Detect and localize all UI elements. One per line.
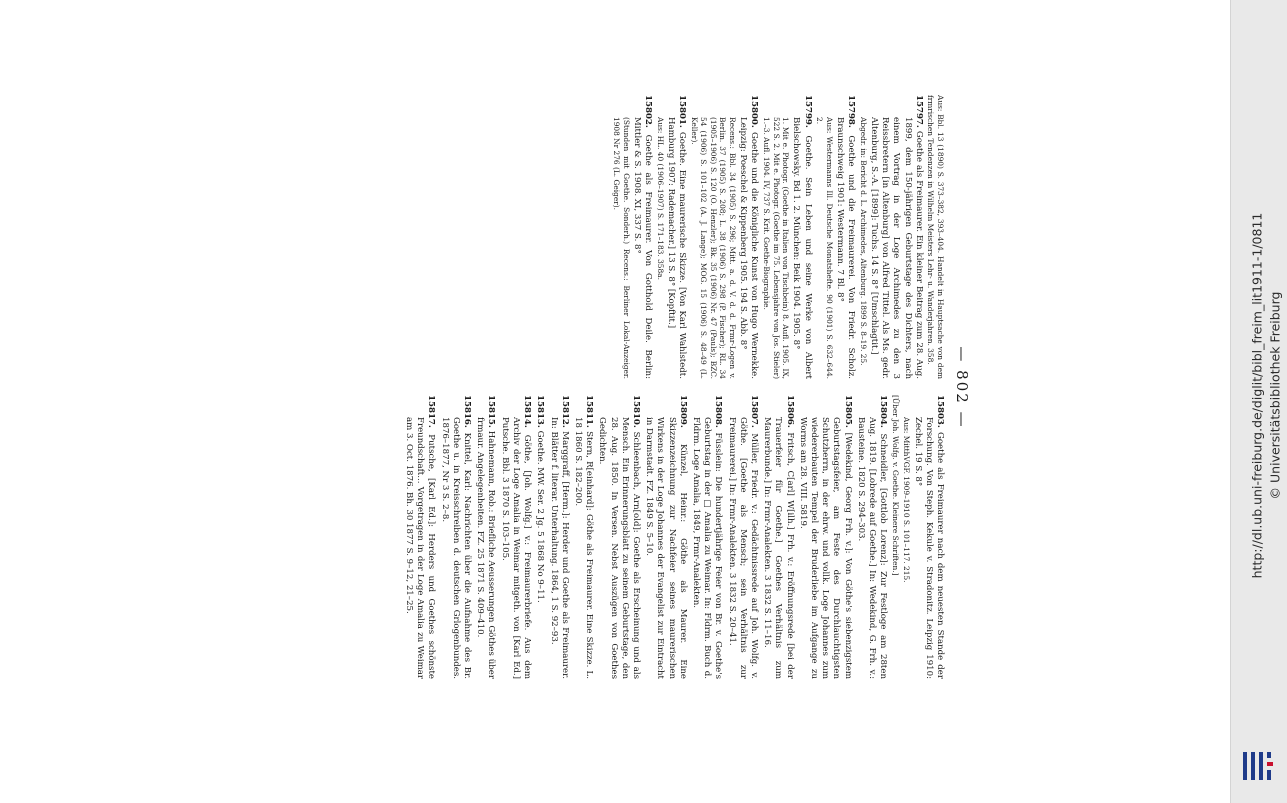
bibliography-entry [855, 395, 889, 679]
bibliography-entry [815, 95, 857, 379]
bibliography-entry [761, 395, 795, 679]
viewer-sidebar [1230, 0, 1287, 803]
bibliography-entry [572, 395, 594, 679]
bibliography-entry [499, 395, 533, 679]
entry-text: Goethe. Sein Leben und seine Werke von Albert Bielschowsky. Bd 1. 2. München: Beik 1904. 1905. 8° [791, 117, 813, 379]
entry-number: 15812. [559, 395, 570, 428]
entry-number: 15814. [522, 395, 533, 428]
entry-text: Stern, R[einhard]: Göthe als Freimaurer. Eine Skizze. L. 18 1860 S. 182–200. [572, 417, 595, 679]
bibliography-entry [534, 395, 545, 679]
entry-note: Recens.: Bbl. 34 (1905) S. 296; Mitt. a. d. V. d. d. Frmr-Logen v. Berlin. 37 (1905) S. 208; L. 38 (1906) S. 298 (P. Fischer); RL. 34 (1905–1906) S. 120 (O. Henzler); Bk. 35 (1906) Nr. 47 (Pauls); BZC. 54 (1906) S. 101–102 (A. J. Lange); MOG. 15 (1906) S. 48–49 (L. Keller). [689, 117, 738, 379]
entry-note: (Stunden mit Goethe. Sonderh.) Recens.: Berliner Lokal-Anzeiger. 1908 Nr 276 (L. Geiger). [612, 117, 631, 379]
entry-number: 15799. [802, 95, 813, 128]
bibliography-entry [902, 395, 945, 679]
entry-number: 15802. [643, 95, 654, 128]
entry-text: Göthe, [Joh. Wolfg.] v.: Freimaurerbriefe. Aus dem Archiv der Loge Amalia in Weimar mitgeth. von [Karl Ed.] Putsche. Bbl. 3 1870 S. 103–105. [499, 417, 533, 679]
bibliography-entry [725, 395, 759, 679]
entry-text: Marggraff, [Herm.]: Herder und Goethe als Freimaurer. In: Blätter f. literar. Unterhaltung. 1864, 1 S. 92–93. [548, 417, 570, 679]
entry-text: Hahnemann, Rob.: Briefliche Aeusserungen Göthes über frmaur. Angelegenheiten. FZ. 25 1871 S. 409–410. [475, 417, 497, 679]
text-paragraph: Aus: Bbl. 13 (1890) S. 373–382, 393–404. Handelt in Hauptsache von dem frmrischen Tendenzen in Wilhelm Meisters Lehr- u. Wanderjahren. 358. [926, 95, 945, 379]
bibliography-entry [797, 395, 853, 679]
entry-number: 15801. [677, 95, 688, 128]
entry-text: Goethe. Eine maurerische Skizze. [Von Karl Wahlstedt. Hamburg 1907: Rademacher.] 13 S. 8° [Kopftit.] [665, 117, 688, 379]
bibliography-entry [858, 95, 924, 379]
bibliography-entry [403, 395, 437, 679]
rotated-page-frame [155, 95, 975, 680]
entry-text: Goethe als Freimaurer. Von Gotthold Deile. Berlin: Mittler & S. 1908. XI, 337 S. 8° [631, 117, 654, 379]
entry-text: Goethe als Freimaurer. Ein kleiner Beitrag zum 28. Aug. 1899, dem 150-jährigen Geburtstage des Dichters, nach einem Vortrag in der Loge Archimedes zu den 3 Reissbretern [in Altenburg] von Alfred Tittel. Als Ms. gedr. Altenburg, S.-A. [1899]: Tuchs. 14 S. 8° [Umschlagtit.] [869, 117, 924, 379]
right-column [165, 395, 945, 679]
entry-text: Füsslein: Die hundertjährige Feier von Br. v. Goethe's Geburtstag in der □ Amalia zu Weimar. In: Fldrm. Buch d. Fldrm. Loge Amalia, 1849, Frmr-Analekten. [690, 417, 724, 679]
entry-text: Putsche, [Karl Ed.]: Herders und Goethes schönste Freundschaft... Vorgetragen in der Loge Amalia zu Weimar am 3. Oct. 1876. Bh. 30 1877 S. 9–12, 21–25. [404, 417, 437, 679]
bibliography-entry [474, 395, 496, 679]
entry-number: 15815. [486, 395, 497, 428]
entry-number: 15797. [913, 95, 924, 128]
page-number: — 802 — [953, 346, 971, 429]
entry-number: 15800. [749, 95, 760, 128]
page-text-block [155, 95, 975, 680]
entry-text: Künzel, Heinr.: Göthe als Maurer. Eine Skizzenzeichnung zur Nachfeier seines maurerischen Wirkens in der Loge Johannes der Evangelist zur Eintracht in Darmstadt. FZ. 1849 S. 5–10. [644, 417, 688, 679]
entry-note: Aus: Westermanns Ill. Deutsche Monatshefte. 90 (1901) S. 632–644. 2. [815, 117, 834, 379]
entry-number: 15806. [784, 395, 795, 428]
bibliography-entry [690, 395, 724, 679]
bibliography-entry [655, 95, 687, 379]
entry-text: Müller, Friedr. v.: Gedächtnissrede auf Joh. Wolfg. v. Göthe. [Goethe als Mensch; sein Verhältnis zur Freimaurerei.] In: Frmr-Analekten. 3 1832 S. 20–41. [726, 417, 759, 679]
entry-text: Fritsch, C[arl] W[ilh.] Frh. v.: Eröffnungsrede [bei der Trauerfeier für Goethe.] Goethes Verhältnis zum Maurerbunde.] In: Frmr-Analekten. 3 1832 S. 11–16. [762, 417, 795, 679]
entry-text: Goethe als Freimaurer nach dem neuesten Stande der Forschung. Von Steph. Kekule v. Stradonitz. Leipzig 1910: Zechel. 19 S. 8° [912, 417, 945, 679]
bibliography-entry [438, 395, 472, 679]
entry-text: Goethe und die Freimaurerei. Von Friedr. Scholz. Braunschweig 1901: Westermann. 7 Bl. 8° [835, 117, 857, 379]
entry-number: 15809. [677, 395, 688, 428]
bibliography-entry [761, 95, 812, 379]
entry-number: 15804. [878, 395, 889, 428]
entry-note: 1. Mit e. Photogr. (Goethe in Italien von Tischbein) 8. Aufl. 1905. IX, 522 S. 2. Mit e. Photogr. (Goethe im 75. Lebensjahre von Jos. Stieler) 1.–3. Aufl. 1904. IV, 737 S. Krit. Goethe-Biographie. [762, 117, 791, 379]
entry-text: [Wedekind, Georg Frh. v.]: Von Göthe's siebenzigstem Geburtstagsfeier, am Feste des Durchlauchtigsten Schutzherrn, in der ehrw. und vollk. Loge Johannes zum wiedererbauten Tempel der Bruderliebe im Aufgange zu Worms am 28. VIII. 5819. [797, 417, 853, 679]
entry-number: 15798. [846, 95, 857, 128]
entry-note: Abgedr. in: Bericht d. L. Archimedes, Altenburg. 1899 S. 8–19. 25. [858, 117, 868, 366]
left-column [165, 95, 945, 379]
entry-number: 15813. [535, 395, 546, 428]
entry-text: Goethe und die Königliche Kunst von Hugo Wernekke. Leipzig: Poeschel & Kippenberg 1905. 194 S. Abb. 8° [738, 117, 760, 379]
text-paragraph: [Über Joh. Wolfg. v. Goethe. Kleinere Schriften.] [890, 395, 900, 576]
entry-text: Goethe. MW. Ser. 2 Jg. 5 1868 No 9–11. [535, 427, 546, 603]
entry-note: Aus: MitthVGF. 1909–1910 S. 101–117. 215. [902, 417, 912, 583]
entry-number: 15816. [462, 395, 473, 428]
entry-text: Schneidler, [Gottlob Lorenz]: Zur Festloge am 28ten Aug. 1819. [Lobrede auf Goethe.] In: Wedekind, G. Frh. v.: Bausteine. 1820 S. 294–303. [855, 417, 889, 679]
entry-number: 15810. [630, 395, 641, 428]
bibliography-entry [547, 395, 569, 679]
copyright-notice: © Universitätsbibliothek Freiburg [1267, 291, 1283, 499]
entry-number: 15807. [748, 395, 759, 428]
bibliography-entry [643, 395, 688, 679]
university-logo-icon [1239, 744, 1277, 788]
entry-text: Schleenbach, Arn[old]: Goethe als Erscheinung und als Mensch. Ein Erinnerungsblatt zu seinem Geburtstage, den 28. Aug. 1850. In Versen. Nebst Auszügen von Goethes Gedichten. [597, 417, 641, 679]
entry-number: 15803. [935, 395, 945, 428]
entry-note: Aus: HL. 40 (1906–1907) S. 171–183. 358a. [655, 117, 665, 280]
entry-number: 15817. [426, 395, 437, 428]
entry-text: Knittel, Karl: Nachrichten über die Aufnahme des Br. Goethe u. in Kreisschreiben d. deutschen Grlogenbundes. 1876–1877, Nr 3 S. 2–8. [439, 417, 473, 679]
entry-number: 15808. [713, 395, 724, 428]
bibliography-entry [596, 395, 641, 679]
entry-number: 15805. [842, 395, 853, 428]
source-url[interactable]: http://dl.ub.uni-freiburg.de/diglit/bibl_freim_lit1911-1/0811 [1249, 212, 1265, 578]
bibliography-entry [611, 95, 653, 379]
bibliography-entry [689, 95, 759, 379]
text-columns [165, 95, 945, 680]
entry-number: 15811. [584, 395, 595, 428]
